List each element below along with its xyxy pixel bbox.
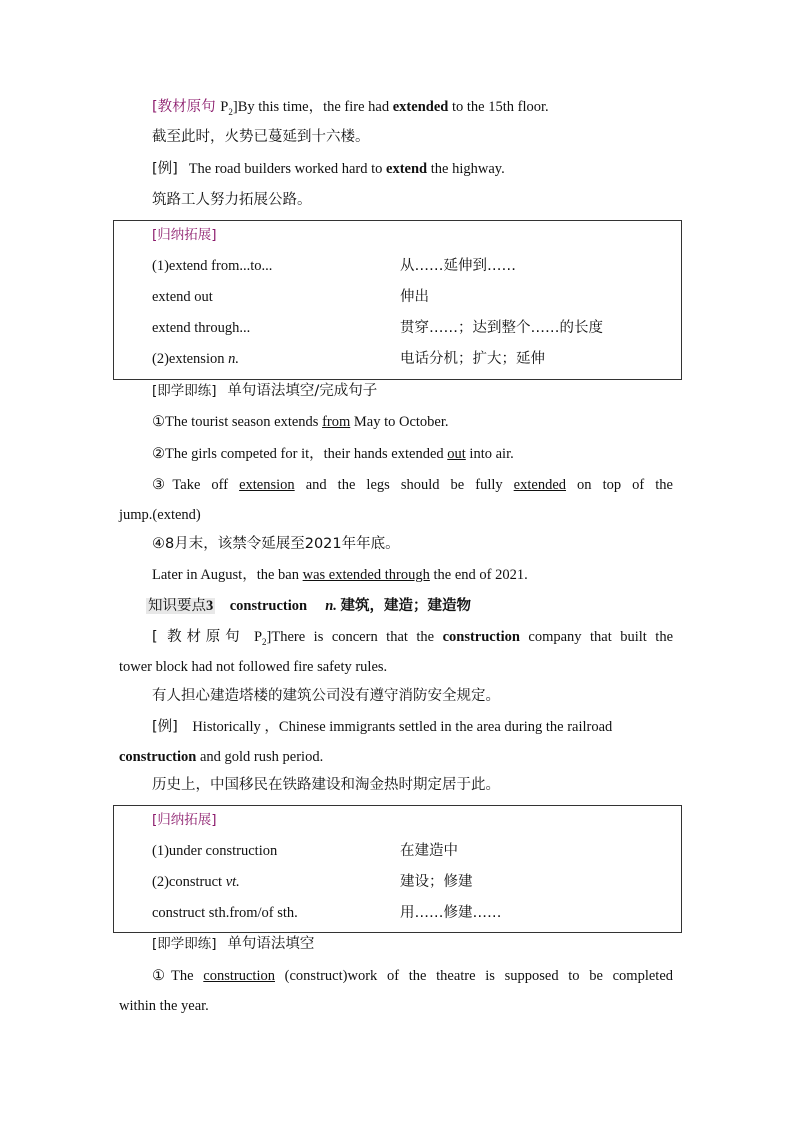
extension-row-meaning: 贯穿……；达到整个……的长度 <box>400 320 603 336</box>
original-sentence-tag: [教材原句 <box>152 99 221 115</box>
answer-blank: extension <box>239 477 295 493</box>
extension-row: (2)extension n. <box>152 351 239 367</box>
practice-header-1: [即学即练] 单句语法填空/完成句子 <box>152 383 378 399</box>
extension-row: (2)construct vt. <box>152 874 240 890</box>
example-sentence-2-translation: 历史上，中国移民在铁路建设和淘金热时期定居于此。 <box>152 777 500 793</box>
practice-question-2-1: ①The construction (construct)work of the theatre is supposed to be completed <box>152 968 674 984</box>
extension-row-meaning: 用……修建…… <box>400 905 502 921</box>
original-sentence-1-translation: 截至此时，火势已蔓延到十六楼。 <box>152 129 370 145</box>
original-sentence-2-cont: tower block had not followed fire safety rules. <box>119 659 388 675</box>
example-sentence-2-cont: construction and gold rush period. <box>119 749 324 765</box>
extension-row-meaning: 电话分机；扩大；延伸 <box>400 351 545 367</box>
original-sentence-2: [ 教材原句 $P_2]There$ is concern that the construction company that built the <box>152 629 674 647</box>
extension-box-title: [归纳拓展] <box>152 227 217 243</box>
practice-question-1: ①The tourist season extends from May to October. <box>152 414 449 430</box>
answer-blank: was extended through <box>302 567 430 583</box>
example-sentence-1: [例] The road builders worked hard to extend the highway. <box>152 161 505 177</box>
answer-blank: extended <box>513 477 567 493</box>
answer-blank: from <box>322 414 351 430</box>
practice-question-4: Later in August，the ban was extended through the end of 2021. <box>152 567 528 583</box>
extension-row: (1)under construction <box>152 843 278 859</box>
answer-blank: construction <box>203 968 275 984</box>
extension-row: extend through... <box>152 320 251 336</box>
example-sentence-1-translation: 筑路工人努力拓展公路。 <box>152 192 312 208</box>
extension-row-meaning: 伸出 <box>400 289 429 305</box>
extension-box-title: [归纳拓展] <box>152 812 217 828</box>
extension-box-2 <box>113 805 682 933</box>
extension-row-meaning: 从……延伸到…… <box>400 258 516 274</box>
practice-question-2-1-cont: within the year. <box>119 998 209 1014</box>
practice-question-2: ②The girls competed for it，their hands extended out into air. <box>152 446 514 462</box>
extension-box-1 <box>113 220 682 380</box>
extension-row: construct sth.from/of sth. <box>152 905 298 921</box>
extension-row-meaning: 在建造中 <box>400 843 458 859</box>
extension-row: (1)extend from...to... <box>152 258 273 274</box>
original-sentence-2-translation: 有人担心建造塔楼的建筑公司没有遵守消防安全规定。 <box>152 688 500 704</box>
extension-row-meaning: 建设；修建 <box>400 874 473 890</box>
extension-row: extend out <box>152 289 213 305</box>
practice-question-3: ③Take off extension and the legs should be fully extended on top of the <box>152 477 673 493</box>
practice-question-3-cont: jump.(extend) <box>119 507 201 523</box>
example-sentence-2: [例] Historically ，Chinese immigrants settled in the area during the railroad <box>152 719 613 735</box>
practice-header-2: [即学即练] 单句语法填空 <box>152 936 315 952</box>
knowledge-point-heading: 知识要点3 construction n. 建筑，建造；建造物 <box>148 598 472 614</box>
practice-question-4-cn: ④8月末，该禁令延展至2021年年底。 <box>152 536 400 552</box>
original-sentence-1: [教材原句 $P_2]By$ this time，the fire had extended to the 15th floor. <box>152 99 549 117</box>
answer-blank: out <box>447 446 466 462</box>
